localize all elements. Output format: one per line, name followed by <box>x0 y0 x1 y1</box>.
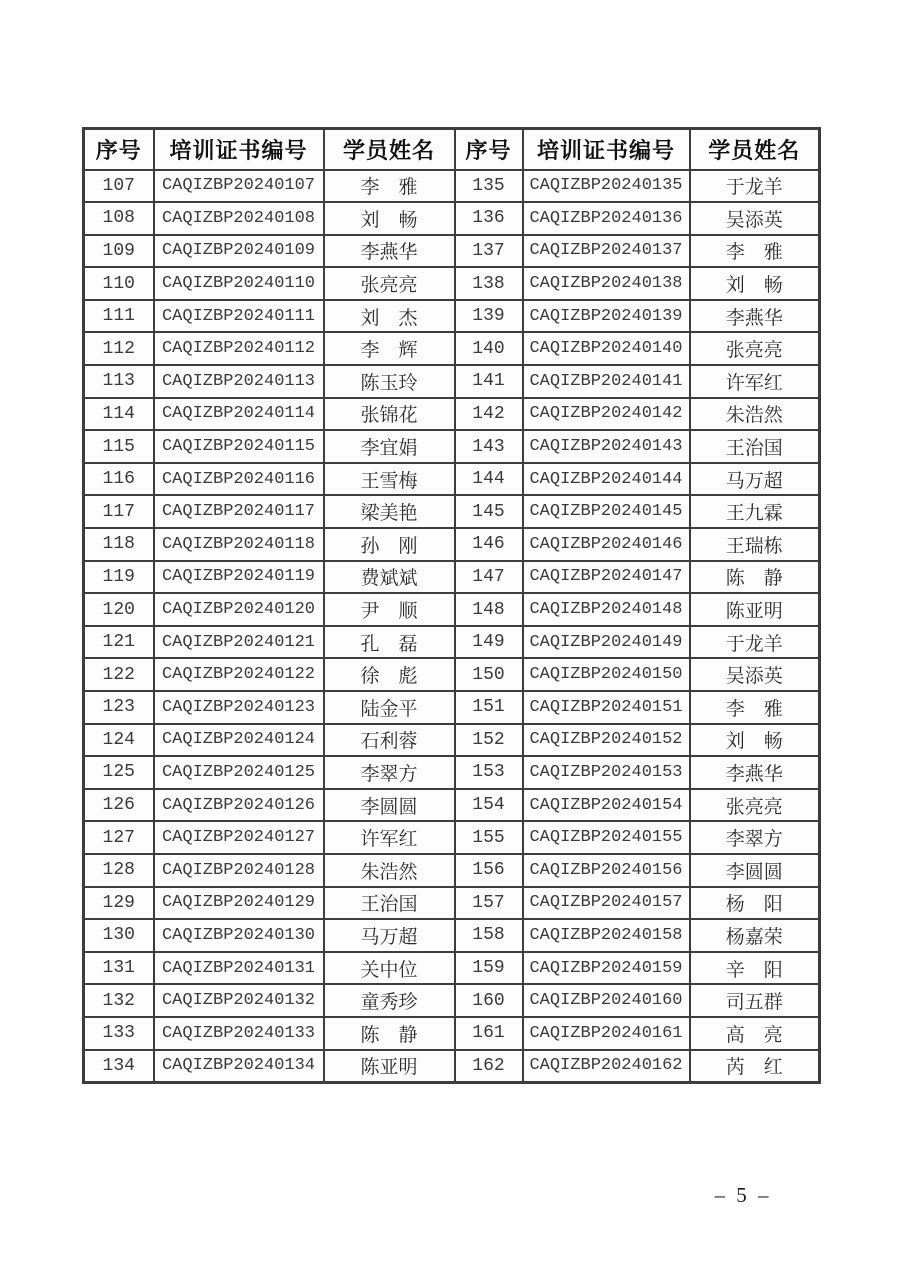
certificate-cell: CAQIZBP20240125 <box>154 756 324 789</box>
table-row <box>84 887 820 920</box>
certificate-cell: CAQIZBP20240150 <box>523 658 690 691</box>
certificate-cell: CAQIZBP20240114 <box>154 398 324 431</box>
name-cell: 王九霖 <box>690 495 820 528</box>
serial-cell: 115 <box>84 430 154 463</box>
serial-cell: 145 <box>455 495 523 528</box>
certificate-cell: CAQIZBP20240124 <box>154 724 324 757</box>
certificate-cell: CAQIZBP20240136 <box>523 202 690 235</box>
certificate-cell: CAQIZBP20240128 <box>154 854 324 887</box>
serial-cell: 151 <box>455 691 523 724</box>
serial-cell: 119 <box>84 561 154 594</box>
name-cell: 陈 静 <box>690 561 820 594</box>
certificate-cell: CAQIZBP20240144 <box>523 463 690 496</box>
certificate-cell: CAQIZBP20240137 <box>523 235 690 268</box>
serial-cell: 120 <box>84 593 154 626</box>
serial-cell: 126 <box>84 789 154 822</box>
certificate-cell: CAQIZBP20240119 <box>154 561 324 594</box>
column-header: 培训证书编号 <box>154 129 324 170</box>
name-cell: 于龙羊 <box>690 170 820 203</box>
table-head <box>84 129 820 170</box>
table-row <box>84 724 820 757</box>
column-header: 培训证书编号 <box>523 129 690 170</box>
serial-cell: 111 <box>84 300 154 333</box>
serial-cell: 113 <box>84 365 154 398</box>
name-cell: 张亮亮 <box>690 789 820 822</box>
serial-cell: 121 <box>84 626 154 659</box>
name-cell: 司五群 <box>690 984 820 1017</box>
certificate-cell: CAQIZBP20240148 <box>523 593 690 626</box>
certificate-cell: CAQIZBP20240131 <box>154 952 324 985</box>
name-cell: 关中位 <box>324 952 455 985</box>
serial-cell: 130 <box>84 919 154 952</box>
serial-cell: 127 <box>84 821 154 854</box>
name-cell: 张亮亮 <box>324 267 455 300</box>
serial-cell: 158 <box>455 919 523 952</box>
serial-cell: 156 <box>455 854 523 887</box>
serial-cell: 157 <box>455 887 523 920</box>
table-row <box>84 789 820 822</box>
name-cell: 李 辉 <box>324 332 455 365</box>
name-cell: 陈亚明 <box>324 1050 455 1083</box>
table-row <box>84 919 820 952</box>
serial-cell: 107 <box>84 170 154 203</box>
serial-cell: 112 <box>84 332 154 365</box>
certificate-cell: CAQIZBP20240135 <box>523 170 690 203</box>
table-row <box>84 561 820 594</box>
serial-cell: 128 <box>84 854 154 887</box>
serial-cell: 147 <box>455 561 523 594</box>
certificate-cell: CAQIZBP20240162 <box>523 1050 690 1083</box>
certificate-cell: CAQIZBP20240158 <box>523 919 690 952</box>
name-cell: 李圆圆 <box>690 854 820 887</box>
certificate-cell: CAQIZBP20240120 <box>154 593 324 626</box>
serial-cell: 160 <box>455 984 523 1017</box>
name-cell: 李燕华 <box>690 300 820 333</box>
serial-cell: 132 <box>84 984 154 1017</box>
certificate-cell: CAQIZBP20240113 <box>154 365 324 398</box>
certificate-cell: CAQIZBP20240149 <box>523 626 690 659</box>
certificate-cell: CAQIZBP20240145 <box>523 495 690 528</box>
page-number: – 5 – <box>714 1183 772 1207</box>
name-cell: 陈 静 <box>324 1017 455 1050</box>
name-cell: 尹 顺 <box>324 593 455 626</box>
table-row <box>84 267 820 300</box>
serial-cell: 162 <box>455 1050 523 1083</box>
name-cell: 马万超 <box>324 919 455 952</box>
serial-cell: 109 <box>84 235 154 268</box>
name-cell: 吴添英 <box>690 658 820 691</box>
certificate-cell: CAQIZBP20240110 <box>154 267 324 300</box>
name-cell: 陈玉玲 <box>324 365 455 398</box>
table-row <box>84 658 820 691</box>
table-row <box>84 952 820 985</box>
name-cell: 张锦花 <box>324 398 455 431</box>
serial-cell: 161 <box>455 1017 523 1050</box>
table-row <box>84 365 820 398</box>
name-cell: 孙 刚 <box>324 528 455 561</box>
column-header: 学员姓名 <box>690 129 820 170</box>
certificate-cell: CAQIZBP20240116 <box>154 463 324 496</box>
name-cell: 王治国 <box>324 887 455 920</box>
table-row <box>84 593 820 626</box>
serial-cell: 122 <box>84 658 154 691</box>
table-row <box>84 626 820 659</box>
certificate-cell: CAQIZBP20240117 <box>154 495 324 528</box>
serial-cell: 131 <box>84 952 154 985</box>
name-cell: 石利蓉 <box>324 724 455 757</box>
table-body <box>84 170 820 1083</box>
name-cell: 童秀珍 <box>324 984 455 1017</box>
serial-cell: 140 <box>455 332 523 365</box>
certificate-cell: CAQIZBP20240152 <box>523 724 690 757</box>
name-cell: 许军红 <box>324 821 455 854</box>
table-row <box>84 854 820 887</box>
serial-cell: 123 <box>84 691 154 724</box>
certificate-cell: CAQIZBP20240129 <box>154 887 324 920</box>
name-cell: 张亮亮 <box>690 332 820 365</box>
name-cell: 李 雅 <box>690 691 820 724</box>
certificate-cell: CAQIZBP20240153 <box>523 756 690 789</box>
name-cell: 朱浩然 <box>324 854 455 887</box>
table-row <box>84 756 820 789</box>
name-cell: 马万超 <box>690 463 820 496</box>
table-row <box>84 1017 820 1050</box>
serial-cell: 159 <box>455 952 523 985</box>
name-cell: 于龙羊 <box>690 626 820 659</box>
certificate-cell: CAQIZBP20240143 <box>523 430 690 463</box>
certificate-cell: CAQIZBP20240146 <box>523 528 690 561</box>
serial-cell: 118 <box>84 528 154 561</box>
serial-cell: 154 <box>455 789 523 822</box>
serial-cell: 116 <box>84 463 154 496</box>
certificate-cell: CAQIZBP20240156 <box>523 854 690 887</box>
table-row <box>84 495 820 528</box>
serial-cell: 108 <box>84 202 154 235</box>
name-cell: 陆金平 <box>324 691 455 724</box>
certificate-cell: CAQIZBP20240139 <box>523 300 690 333</box>
name-cell: 许军红 <box>690 365 820 398</box>
serial-cell: 149 <box>455 626 523 659</box>
name-cell: 李 雅 <box>324 170 455 203</box>
name-cell: 吴添英 <box>690 202 820 235</box>
name-cell: 李宜娟 <box>324 430 455 463</box>
certificate-cell: CAQIZBP20240132 <box>154 984 324 1017</box>
certificate-cell: CAQIZBP20240141 <box>523 365 690 398</box>
table-row <box>84 430 820 463</box>
serial-cell: 146 <box>455 528 523 561</box>
certificate-cell: CAQIZBP20240115 <box>154 430 324 463</box>
serial-cell: 124 <box>84 724 154 757</box>
table-row <box>84 300 820 333</box>
table-row <box>84 398 820 431</box>
certificate-cell: CAQIZBP20240147 <box>523 561 690 594</box>
serial-cell: 138 <box>455 267 523 300</box>
certificate-cell: CAQIZBP20240122 <box>154 658 324 691</box>
name-cell: 杨 阳 <box>690 887 820 920</box>
table-row <box>84 528 820 561</box>
name-cell: 王瑞栋 <box>690 528 820 561</box>
name-cell: 陈亚明 <box>690 593 820 626</box>
column-header: 序号 <box>455 129 523 170</box>
certificate-cell: CAQIZBP20240108 <box>154 202 324 235</box>
table-row <box>84 821 820 854</box>
certificate-cell: CAQIZBP20240118 <box>154 528 324 561</box>
name-cell: 王雪梅 <box>324 463 455 496</box>
column-header: 学员姓名 <box>324 129 455 170</box>
name-cell: 李燕华 <box>324 235 455 268</box>
column-header: 序号 <box>84 129 154 170</box>
serial-cell: 153 <box>455 756 523 789</box>
serial-cell: 137 <box>455 235 523 268</box>
name-cell: 辛 阳 <box>690 952 820 985</box>
serial-cell: 114 <box>84 398 154 431</box>
table-row <box>84 235 820 268</box>
serial-cell: 139 <box>455 300 523 333</box>
serial-cell: 134 <box>84 1050 154 1083</box>
certificate-cell: CAQIZBP20240155 <box>523 821 690 854</box>
serial-cell: 133 <box>84 1017 154 1050</box>
name-cell: 李翠方 <box>690 821 820 854</box>
name-cell: 李翠方 <box>324 756 455 789</box>
certificate-cell: CAQIZBP20240134 <box>154 1050 324 1083</box>
serial-cell: 110 <box>84 267 154 300</box>
certificate-cell: CAQIZBP20240112 <box>154 332 324 365</box>
name-cell: 刘 杰 <box>324 300 455 333</box>
name-cell: 徐 彪 <box>324 658 455 691</box>
name-cell: 王治国 <box>690 430 820 463</box>
serial-cell: 129 <box>84 887 154 920</box>
serial-cell: 135 <box>455 170 523 203</box>
certificate-roster-table <box>82 127 821 1084</box>
serial-cell: 143 <box>455 430 523 463</box>
certificate-cell: CAQIZBP20240159 <box>523 952 690 985</box>
name-cell: 刘 畅 <box>690 724 820 757</box>
certificate-cell: CAQIZBP20240123 <box>154 691 324 724</box>
name-cell: 李 雅 <box>690 235 820 268</box>
certificate-cell: CAQIZBP20240127 <box>154 821 324 854</box>
name-cell: 刘 畅 <box>690 267 820 300</box>
serial-cell: 141 <box>455 365 523 398</box>
certificate-cell: CAQIZBP20240142 <box>523 398 690 431</box>
certificate-cell: CAQIZBP20240111 <box>154 300 324 333</box>
certificate-cell: CAQIZBP20240133 <box>154 1017 324 1050</box>
certificate-cell: CAQIZBP20240126 <box>154 789 324 822</box>
certificate-cell: CAQIZBP20240154 <box>523 789 690 822</box>
table-row <box>84 984 820 1017</box>
certificate-cell: CAQIZBP20240107 <box>154 170 324 203</box>
serial-cell: 144 <box>455 463 523 496</box>
serial-cell: 125 <box>84 756 154 789</box>
table-row <box>84 332 820 365</box>
table-row <box>84 170 820 203</box>
certificate-cell: CAQIZBP20240130 <box>154 919 324 952</box>
name-cell: 孔 磊 <box>324 626 455 659</box>
serial-cell: 155 <box>455 821 523 854</box>
serial-cell: 142 <box>455 398 523 431</box>
name-cell: 朱浩然 <box>690 398 820 431</box>
certificate-cell: CAQIZBP20240157 <box>523 887 690 920</box>
name-cell: 杨嘉荣 <box>690 919 820 952</box>
name-cell: 李圆圆 <box>324 789 455 822</box>
certificate-cell: CAQIZBP20240151 <box>523 691 690 724</box>
table-row <box>84 1050 820 1083</box>
name-cell: 费斌斌 <box>324 561 455 594</box>
table-row <box>84 463 820 496</box>
certificate-cell: CAQIZBP20240140 <box>523 332 690 365</box>
serial-cell: 117 <box>84 495 154 528</box>
serial-cell: 148 <box>455 593 523 626</box>
serial-cell: 136 <box>455 202 523 235</box>
certificate-cell: CAQIZBP20240161 <box>523 1017 690 1050</box>
name-cell: 高 亮 <box>690 1017 820 1050</box>
serial-cell: 152 <box>455 724 523 757</box>
certificate-cell: CAQIZBP20240121 <box>154 626 324 659</box>
table-row <box>84 202 820 235</box>
serial-cell: 150 <box>455 658 523 691</box>
name-cell: 芮 红 <box>690 1050 820 1083</box>
certificate-cell: CAQIZBP20240109 <box>154 235 324 268</box>
certificate-cell: CAQIZBP20240138 <box>523 267 690 300</box>
name-cell: 李燕华 <box>690 756 820 789</box>
table-row <box>84 691 820 724</box>
certificate-cell: CAQIZBP20240160 <box>523 984 690 1017</box>
name-cell: 梁美艳 <box>324 495 455 528</box>
name-cell: 刘 畅 <box>324 202 455 235</box>
table-header-row <box>84 129 820 170</box>
